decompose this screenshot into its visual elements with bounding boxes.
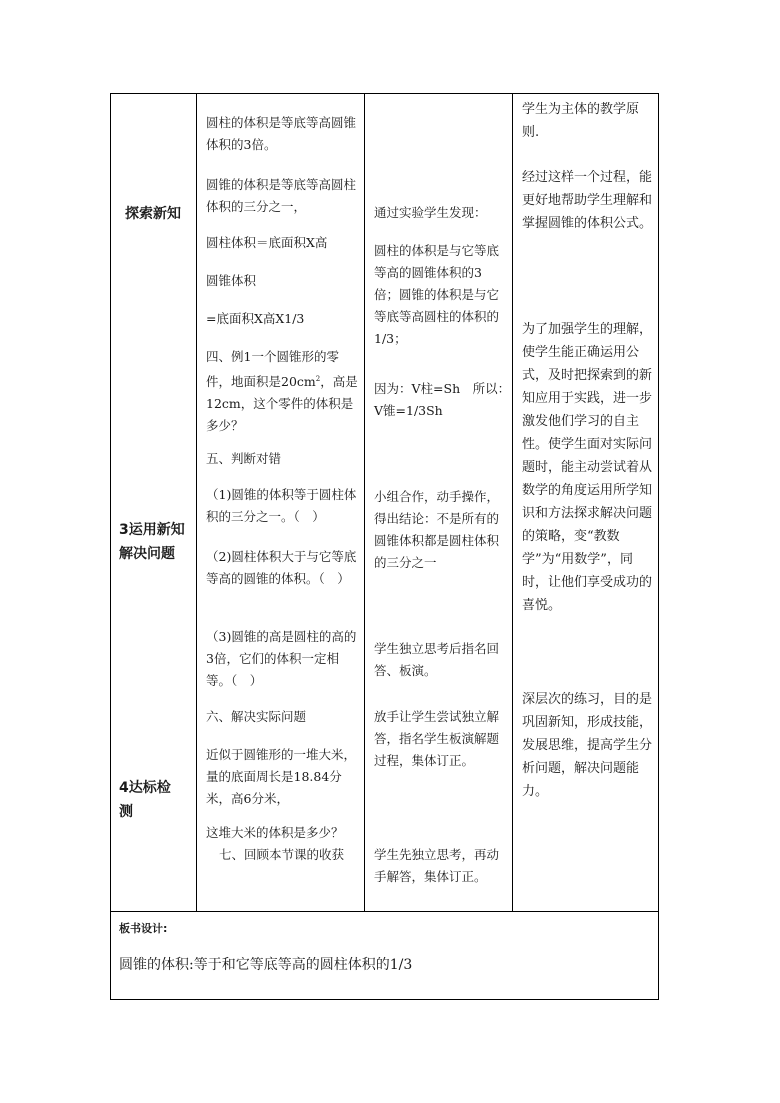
board-content: 圆锥的体积:等于和它等底等高的圆柱体积的1/3 — [119, 957, 413, 973]
content-column — [197, 94, 365, 912]
content-p9: （2)圆柱体积大于与它等底等高的圆锥的体积。（ ） — [206, 549, 357, 586]
board-title: 板书设计: — [119, 922, 168, 935]
stage-explore: 探索新知 — [125, 206, 181, 222]
content-p11: 六、解决实际问题 — [206, 709, 307, 724]
intent-i4: 深层次的练习，目的是巩固新知，形成技能，发展思维，提高学生分析问题，解决问题能力。 — [522, 692, 653, 799]
activity-a7: 学生先独立思考，再动手解答，集体订正。 — [374, 847, 500, 884]
content-p10: （3)圆锥的高是圆柱的高的3倍，它们的体积一定相等。（ ） — [206, 629, 357, 688]
content-p6 — [206, 346, 358, 437]
lesson-row — [111, 94, 659, 912]
board-design-cell — [111, 912, 659, 1000]
content-p5: =底面积X高X1/3 — [206, 311, 305, 326]
intent-i1: 学生为主体的教学原则. — [522, 102, 640, 140]
content-p8: （1)圆锥的体积等于圆柱体积的三分之一。（ ） — [206, 487, 357, 524]
board-row — [111, 912, 659, 1000]
activity-a5: 学生独立思考后指名回答、板演。 — [374, 641, 500, 678]
stage-test: 4达标检测 — [119, 780, 171, 820]
content-p4: 圆锥体积 — [206, 273, 257, 288]
content-p13: 这堆大米的体积是多少？ — [206, 825, 344, 840]
content-p3: 圆柱体积＝底面积X高 — [206, 235, 328, 250]
intent-i2: 经过这样一个过程，能更好地帮助学生理解和掌握圆锥的体积公式。 — [522, 170, 653, 231]
content-p1: 圆柱的体积是等底等高圆锥体积的3倍。 — [206, 115, 357, 152]
stage-apply: 3运用新知 解决问题 — [119, 522, 185, 562]
activity-a3: 因为：V柱=Sh 所以： V锥=1/3Sh — [374, 381, 517, 418]
lesson-plan-table — [110, 93, 659, 1000]
activity-a6: 放手让学生尝试独立解答，指名学生板演解题过程，集体订正。 — [374, 709, 500, 768]
content-p6-sup: 2 — [315, 375, 321, 383]
activity-column — [365, 94, 517, 912]
content-p2: 圆锥的体积是等底等高圆柱体积的三分之一， — [206, 177, 357, 214]
intent-i3: 为了加强学生的理解，使学生能正确运用公式，及时把探索到的新知应用于实践，进一步激发他们学习的自主性。使学生面对实际问题时，能主动尝试着从数学的角度运用所学知识和方法探求解决问题的策略，变“教数学”为“用数学”，同时，让他们享受成功的喜悦。 — [522, 322, 653, 613]
activity-a1: 通过实验学生发现： — [374, 205, 487, 220]
content-p14: 七、回顾本节课的收获 — [219, 847, 345, 862]
content-p6-pre: 四、例1一个圆锥形的零件，地面积是20cm — [206, 349, 339, 390]
content-p12: 近似于圆锥形的一堆大米，量的底面周长是18.84分米，高6分米， — [206, 747, 357, 806]
activity-a4: 小组合作，动手操作，得出结论：不是所有的圆锥体积都是圆柱体积的三分之一 — [374, 489, 500, 570]
content-p6-post: ，高是12cm，这个零件的体积是多少？ — [206, 374, 358, 434]
content-p7: 五、判断对错 — [206, 451, 282, 466]
intent-column — [513, 94, 659, 912]
stage-column — [111, 94, 197, 912]
activity-a2: 圆柱的体积是与它等底等高的圆锥体积的3倍；圆锥的体积是与它等底等高圆柱的体积的1/3； — [374, 243, 500, 346]
